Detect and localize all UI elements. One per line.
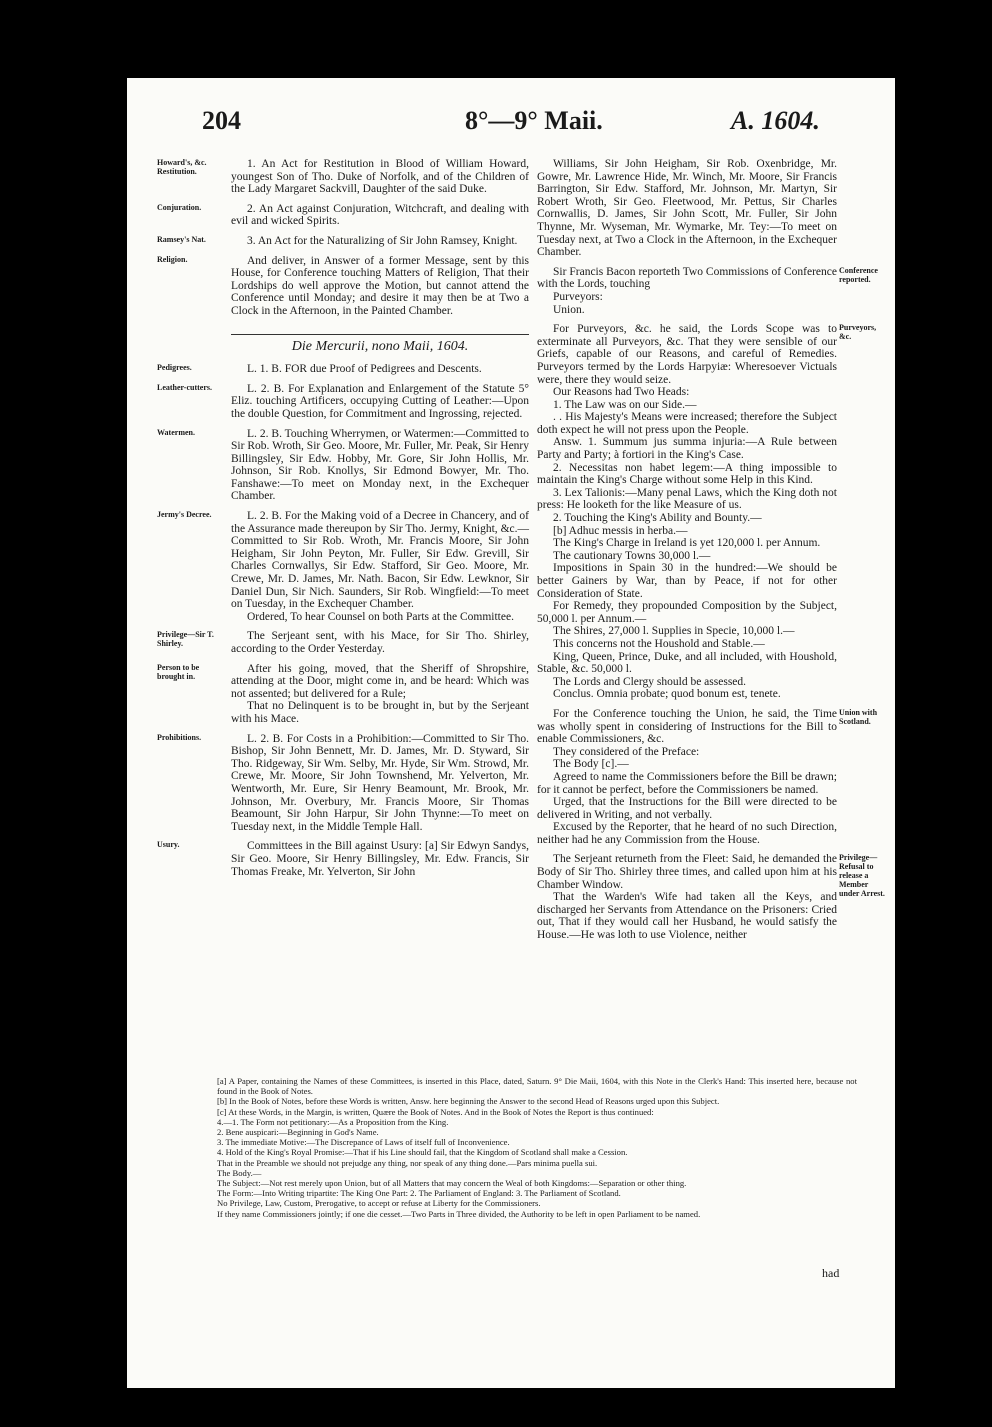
paragraph: For Remedy, they propounded Composition by the Subject, 50,000 l. per Annum.— [537, 600, 837, 625]
footnotes [217, 1076, 857, 1219]
paragraph: 3. An Act for the Naturalizing of Sir John Ramsey, Knight. [247, 234, 518, 247]
paragraph: Agreed to name the Commissioners before the Bill be drawn; for it cannot be perfect, before the Commissioners be named. [537, 770, 837, 796]
paragraph: And deliver, in Answer of a former Message, sent by this House, for Conference touching Matters of Religion, That their Lordships do well approve the Motion, but cannot attend the Conference until Monday; and desire it may then be at Two a Clock in the Afternoon, in the Painted Chamber. [231, 254, 529, 317]
margin-note: Watermen. [157, 427, 195, 437]
footnote-line: The Form:—Into Writing tripartite: The King One Part: 2. The Parliament of England: 3. The Parliament of Scotland. [217, 1188, 621, 1199]
paragraph: The Serjeant sent, with his Mace, for Sir Tho. Shirley, according to the Order Yesterday. [231, 630, 529, 655]
margin-note: Leather-cutters. [157, 382, 213, 392]
margin-note: Person to be brought in. [157, 662, 200, 681]
entry [157, 733, 529, 834]
right-column [537, 158, 887, 949]
margin-note: Pedigrees. [157, 363, 192, 373]
paragraph: [b] Adhuc messis in herba.— [553, 524, 688, 537]
paragraph: Sir Francis Bacon reporteth Two Commissions of Conference with the Lords, touching [537, 265, 837, 291]
entry [537, 266, 887, 316]
entry [157, 383, 529, 421]
entry-text [537, 158, 837, 259]
day-heading: Die Mercurii, nono Maii, 1604. [231, 334, 529, 354]
footnote-line: [a] A Paper, containing the Names of these Committees, is inserted in this Place, dated, Saturn. 9° Die Maii, 1604, with this Note in the Clerk's Hand: This inserted here, because not found in the Book of Notes. [217, 1076, 857, 1097]
paragraph: For Purveyors, &c. he said, the Lords Scope was to exterminate all Purveyors, &c. That they were sensible of our Griefs, capable of our Reasons, and careful of Remedies. Purveyors termed by the Lords Harpyiæ: Wheresoever Victuals were, there they would seize. [537, 323, 837, 386]
paragraph: The Shires, 27,000 l. Supplies in Specie, 10,000 l.— [553, 625, 795, 638]
paragraph: . . His Majesty's Means were increased; therefore the Subject doth expect he will not press upon the People. [537, 411, 837, 436]
paragraph: This concerns not the Houshold and Stable.— [553, 637, 765, 650]
footnote-line: [c] At these Words, in the Margin, is written, Quære the Book of Notes. And in the Book of Notes the Report is thus continued: [217, 1106, 654, 1117]
paragraph: Purveyors: [553, 290, 603, 303]
margin-note: Ramsey's Nat. [157, 234, 206, 244]
entry [157, 840, 529, 878]
page-year: A. 1604. [731, 106, 820, 135]
entry [157, 510, 529, 623]
paragraph: 3. Lex Talionis:—Many penal Laws, which the King doth not press: He looketh for the like Measure of us. [537, 486, 837, 512]
entry-text [231, 158, 529, 196]
paragraph: That the Warden's Wife had taken all the Keys, and discharged her Servants from Attendance on the Prisoners: Cried out, That if they would call her Husband, he would satisfy the House.—He was loth to use Violence, neither [537, 891, 837, 942]
paragraph: They considered of the Preface: [553, 745, 700, 758]
entry [157, 235, 529, 248]
footnote-line: [b] In the Book of Notes, before these Words is written, Answ. here beginning the Answer to the second Head of Reasons urged upon this Subject. [217, 1096, 720, 1107]
left-column [157, 158, 529, 885]
document-page [127, 78, 895, 1388]
paragraph: Conclus. Omnia probate; quod bonum est, tenete. [553, 688, 781, 701]
entry [157, 255, 529, 318]
margin-note: Conference reported. [839, 265, 878, 284]
entry-text [231, 203, 529, 228]
paragraph: 1. An Act for Restitution in Blood of William Howard, youngest Son of Tho. Duke of Norfolk, and of the Children of the Lady Margaret Sackvill, Daughter of the said Duke. [231, 158, 529, 196]
entry-text [231, 733, 529, 834]
entry [537, 323, 887, 701]
entry [157, 630, 529, 655]
paragraph: The Lords and Clergy should be assessed. [553, 675, 747, 688]
footnote-line: 4. Hold of the King's Royal Promise:—That if his Line should fail, that the Kingdom of Scotland shall make a Cession. [217, 1147, 628, 1158]
entry-text [231, 510, 529, 623]
paragraph: L. 2. B. Touching Wherrymen, or Watermen:—Committed to Sir Rob. Wroth, Sir Geo. Moore, Mr. Fuller, Mr. Peak, Sir Henry Billingsley, Sir Edw. Hobby, Mr. Gore, Sir John Hollis, Mr. Johnson, Sir Rob. Knollys, Sir Edmond Bowyer, Mr. Tho. Fanshawe:—To meet on Monday next, in the Exchequer Chamber. [231, 427, 529, 503]
catchword: had [822, 1266, 840, 1280]
paragraph: That no Delinquent is to be brought in, but by the Serjeant with his Mace. [231, 700, 529, 725]
margin-note: Jermy's Decree. [157, 510, 212, 520]
paragraph: Ordered, To hear Counsel on both Parts at the Committee. [247, 610, 514, 623]
paragraph: Our Reasons had Two Heads: [553, 386, 690, 399]
footnote-line: 4.—1. The Form not petitionary:—As a Proposition from the King. [217, 1116, 449, 1127]
paragraph: 2. Touching the King's Ability and Bounty.— [553, 512, 762, 525]
paragraph: Answ. 1. Summum jus summa injuria:—A Rule between Party and Party; à fortiori in the King's Case. [537, 436, 837, 462]
entry-text [537, 323, 837, 701]
paragraph: L. 1. B. FOR due Proof of Pedigrees and Descents. [247, 363, 482, 376]
paragraph: The cautionary Towns 30,000 l.— [553, 549, 711, 562]
entry-text [231, 663, 529, 726]
footnote-line: That in the Preamble we should not prejudge any thing, nor speak of any thing done.—Pars minima puella sui. [217, 1157, 598, 1168]
paragraph: Excused by the Reporter, that he heard of no such Direction, neither had he any Commission from the House. [537, 821, 837, 846]
entry [157, 428, 529, 504]
entry-text [537, 853, 837, 941]
entry-text [231, 255, 529, 318]
margin-note: Privilege—Refusal to release a Member under Arrest. [839, 853, 885, 899]
paragraph: King, Queen, Prince, Duke, and all included, with Houshold, Stable, &c. 50,000 l. [537, 650, 837, 676]
margin-note: Howard's, &c. Restitution. [157, 158, 207, 176]
page-dates: 8°—9° Maii. [465, 106, 603, 135]
footnote-line: If they name Commissioners jointly; if one die cesset.—Two Parts in Three divided, the Authority to be left in open Parliament to be named. [217, 1208, 701, 1219]
page-number: 204 [202, 106, 241, 135]
margin-note: Purveyors, &c. [839, 323, 877, 342]
footnote-line: 2. Bene auspicari:—Beginning in God's Name. [217, 1127, 379, 1138]
paragraph: L. 2. B. For Costs in a Prohibition:—Committed to Sir Tho. Bishop, Sir John Bennett, Mr. D. James, Mr. D. Styward, Sir Tho. Ridgeway, Sir Wm. Selby, Mr. Hyde, Sir Wm. Strowd, Mr. Crewe, Mr. Moore, Sir John Townshend, Mr. Yelverton, Mr. Wentworth, Mr. Eure, Sir Henry Beamount, Mr. Brook, Mr. Johnson, Mr. Overbury, Mr. Francis Moore, Sir Thomas Beamount, Sir John Harpur, Sir John Thynne:—To meet on Tuesday next, in the Middle Temple Hall. [231, 732, 529, 833]
paragraph: Urged, that the Instructions for the Bill were directed to be delivered in Writing, and not verbally. [537, 796, 837, 821]
paragraph: L. 2. B. For the Making void of a Decree in Chancery, and of the Assurance made thereupon by Sir Tho. Jermy, Knight, &c.—Committed to Sir Rob. Wroth, Mr. Francis Moore, Sir John Heigham, Sir John Peyton, Mr. Fuller, Sir Edw. Grevill, Sir Charles Cornwallys, Sir Edw. Stafford, Sir Geo. Moore, Mr. Crewe, Mr. D. James, Mr. Nath. Bacon, Sir Edw. Lewknor, Sir Daniel Dun, Sir Nich. Saunders, Sir Rob. Wingfield:—To meet on Tuesday, in the Exchequer Chamber. [231, 510, 529, 611]
entry-text [537, 708, 837, 847]
paragraph: Union. [553, 303, 585, 316]
entry-text [537, 266, 837, 316]
entry [157, 663, 529, 726]
footnote-line: The Body.— [217, 1167, 262, 1178]
paragraph: Williams, Sir John Heigham, Sir Rob. Oxenbridge, Mr. Gowre, Mr. Lawrence Hide, Mr. Winch, Mr. Moore, Sir Francis Barrington, Sir Edw. Stafford, Mr. Johnson, Mr. Martyn, Sir Robert Wroth, Sir Geo. Fleetwood, Mr. Pettus, Sir Charles Cornwallis, D. James, Sir John Scott, Mr. Fuller, Sir John Thynne, Mr. Wyseman, Mr. Wymarke, Mr. Tey:—To meet on Tuesday next, at Two a Clock in the Afternoon, in the Exchequer Chamber. [537, 158, 837, 259]
entry-text [231, 383, 529, 421]
paragraph: Impositions in Spain 30 in the hundred:—We should be better Gainers by War, than by Peace, if not for other Consideration of State. [537, 562, 837, 600]
paragraph: 2. An Act against Conjuration, Witchcraft, and dealing with evil and wicked Spirits. [231, 202, 529, 228]
page-header [127, 106, 895, 146]
paragraph: 2. Necessitas non habet legem:—A thing impossible to maintain the King's Charge without some Help in this Kind. [537, 461, 837, 487]
footnote-line: The Subject:—Not rest merely upon Union, but of all Matters that may concern the Weal of both Kingdoms:—Separation or other thing. [217, 1178, 687, 1189]
entry-text [231, 363, 529, 376]
margin-note: Conjuration. [157, 202, 202, 212]
margin-note: Union with Scotland. [839, 707, 878, 726]
entry-text [231, 428, 529, 504]
paragraph: After his going, moved, that the Sheriff of Shropshire, attending at the Door, might come in, and be heard: Which was not assented; but delivered for a Rule; [231, 662, 529, 700]
paragraph: For the Conference touching the Union, he said, the Time was wholly spent in considering of Instructions for the Bill to enable Commissioners, &c. [537, 707, 837, 746]
entry [537, 158, 887, 259]
margin-note: Religion. [157, 254, 188, 264]
paragraph: The King's Charge in Ireland is yet 120,000 l. per Annum. [553, 537, 821, 550]
paragraph: The Body [c].— [553, 758, 629, 771]
entry [157, 158, 529, 196]
paragraph: The Serjeant returneth from the Fleet: Said, he demanded the Body of Sir Tho. Shirley three times, and called upon him at his Chamber Window. [537, 853, 837, 891]
margin-note: Usury. [157, 840, 180, 850]
entry [537, 708, 887, 847]
entry [157, 363, 529, 376]
paragraph: L. 2. B. For Explanation and Enlargement of the Statute 5° Eliz. touching Artificers, occupying Cutting of Leather:—Upon the double Question, for Commitment and Ingrossing, rejected. [231, 382, 529, 420]
entry-text [231, 235, 529, 248]
footnote-line: 3. The immediate Motive:—The Discrepance of Laws of itself full of Inconvenience. [217, 1137, 510, 1148]
entry-text [231, 630, 529, 655]
margin-note: Prohibitions. [157, 732, 202, 742]
entry [537, 853, 887, 941]
entry-text [231, 840, 529, 878]
paragraph: Committees in the Bill against Usury: [a] Sir Edwyn Sandys, Sir Geo. Moore, Sir Henry Billingsley, Mr. Edw. Francis, Sir Thomas Freake, Mr. Yelverton, Sir John [231, 840, 529, 878]
footnote-line: No Privilege, Law, Custom, Prerogative, to accept or refuse at Liberty for the Commissioners. [217, 1198, 541, 1209]
margin-note: Privilege—Sir T. Shirley. [157, 630, 214, 649]
paragraph: 1. The Law was on our Side.— [553, 398, 697, 411]
entry [157, 203, 529, 228]
